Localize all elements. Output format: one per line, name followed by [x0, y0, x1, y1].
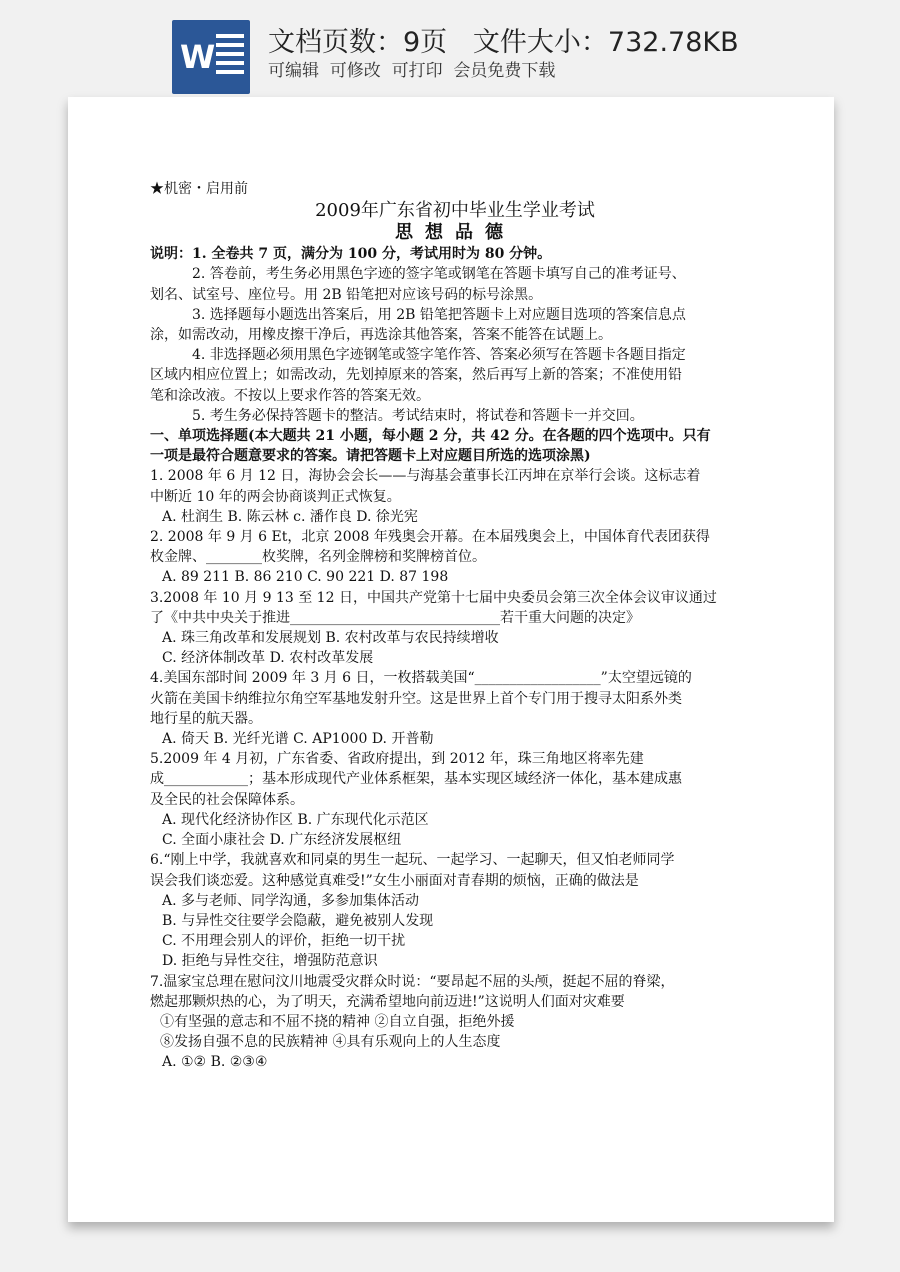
- secret-label: ★机密・启用前: [150, 181, 248, 197]
- question-options: C. 经济体制改革 D. 农村改革发展: [162, 650, 374, 667]
- question-options: A. 杜润生 B. 陈云林 c. 潘作良 D. 徐光宪: [162, 508, 418, 525]
- question-text: 6.“刚上中学，我就喜欢和同桌的男生一起玩、一起学习、一起聊天，但又怕老师同学: [150, 852, 675, 869]
- question-options: A. 多与老师、同学沟通，多参加集体活动: [162, 892, 420, 909]
- top-banner: [0, 0, 900, 100]
- question-options: A. 倚天 B. 光纤光谱 C. AP1000 D. 开普勒: [162, 731, 434, 748]
- question-text: 1. 2008 年 6 月 12 日，海协会会长——与海基会董事长江丙坤在京举行会谈。这标志着: [150, 468, 701, 485]
- text-line: 说明：1. 全卷共 7 页，满分为 100 分，考试用时为 80 分钟。: [150, 246, 552, 263]
- question-statements: ⑧发扬自强不息的民族精神 ④具有乐观向上的人生态度: [160, 1034, 501, 1051]
- question-text: 地行星的航天器。: [150, 710, 262, 727]
- question-text: 2. 2008 年 9 月 6 Et，北京 2008 年残奥会开幕。在本届残奥会上，中国体育代表团获得: [150, 529, 710, 546]
- text-line: 5. 考生务必保持答题卡的整洁。考试结束时，将试卷和答题卡一并交回。: [192, 407, 644, 424]
- question-text: 误会我们谈恋爱。这种感觉真难受!”女生小丽面对青春期的烦恼，正确的做法是: [150, 872, 639, 889]
- question-text: 5.2009 年 4 月初，广东省委、省政府提出，到 2012 年，珠三角地区将率先建: [150, 751, 644, 768]
- exam-subject: 思想品德: [395, 222, 515, 244]
- question-text: 中断近 10 年的两会协商谈判正式恢复。: [150, 488, 401, 505]
- text-line: 3. 选择题每小题选出答案后，用 2B 铅笔把答题卡上对应题目选项的答案信息点: [192, 306, 686, 323]
- question-text: 4.美国东部时间 2009 年 3 月 6 日，一枚搭载美国“__________________”太空望远镜的: [150, 670, 692, 687]
- question-text: 了《中共中央关于推进______________________________若干重大问题的决定》: [150, 609, 640, 626]
- text-line: 2. 答卷前，考生务必用黑色字迹的签字笔或钢笔在答题卡填写自己的准考证号、: [192, 266, 686, 283]
- question-text: 及全民的社会保障体系。: [150, 791, 304, 808]
- question-options: A. 珠三角改革和发展规划 B. 农村改革与农民持续增收: [162, 630, 499, 647]
- question-text: 枚金牌、________枚奖牌，名列金牌榜和奖牌榜首位。: [150, 549, 486, 566]
- question-options: A. 现代化经济协作区 B. 广东现代化示范区: [162, 811, 429, 828]
- document-content: [150, 179, 760, 1073]
- section-heading: 一、单项选择题(本大题共 21 小题，每小题 2 分，共 42 分。在各题的四个选项中。只有: [150, 428, 711, 445]
- file-info-line: 文档页数：9页 文件大小：732.78KB: [268, 27, 739, 58]
- question-text: 7.温家宝总理在慰问汶川地震受灾群众时说：“要昂起不屈的头颅，挺起不屈的脊梁，: [150, 973, 675, 990]
- question-text: 火箭在美国卡纳维拉尔角空军基地发射升空。这是世界上首个专门用于搜寻太阳系外类: [150, 690, 682, 707]
- question-text: 成____________；基本形成现代产业体系框架，基本实现区域经济一体化，基本建成惠: [150, 771, 682, 788]
- question-options: B. 与异性交往要学会隐蔽，避免被别人发现: [162, 912, 434, 929]
- question-text: 3.2008 年 10 月 9 13 至 12 日，中国共产党第十七届中央委员会第三次全体会议审议通过: [150, 589, 717, 606]
- text-line: 区域内相应位置上；如需改动，先划掉原来的答案，然后再写上新的答案；不准使用铅: [150, 367, 682, 384]
- question-statements: ①有坚强的意志和不屈不挠的精神 ②自立自强，拒绝外援: [160, 1013, 515, 1030]
- question-options: C. 不用理会别人的评价，拒绝一切干扰: [162, 933, 406, 950]
- question-options: D. 拒绝与异性交往，增强防范意识: [162, 953, 378, 970]
- section-heading: 一项是最符合题意要求的答案。请把答题卡上对应题目所选的选项涂黑): [150, 448, 591, 465]
- question-options: C. 全面小康社会 D. 广东经济发展枢纽: [162, 832, 402, 849]
- text-line: 笔和涂改液。不按以上要求作答的答案无效。: [150, 387, 430, 404]
- text-line: 划名、试室号、座位号。用 2B 铅笔把对应该号码的标号涂黑。: [150, 286, 543, 303]
- document-page: [68, 97, 834, 1222]
- question-options: A. 89 211 B. 86 210 C. 90 221 D. 87 198: [162, 569, 449, 586]
- question-options: A. ①② B. ②③④: [162, 1054, 268, 1071]
- text-line: 涂，如需改动，用橡皮擦干净后，再选涂其他答案，答案不能答在试题上。: [150, 327, 612, 344]
- text-line: 4. 非选择题必须用黑色字迹钢笔或签字笔作答、答案必须写在答题卡各题目指定: [192, 347, 686, 364]
- exam-title: 2009年广东省初中毕业生学业考试: [315, 200, 595, 222]
- question-text: 燃起那颗炽热的心，为了明天，充满希望地向前迈进!”这说明人们面对灾难要: [150, 993, 625, 1010]
- features-line: 可编辑 可修改 可打印 会员免费下载: [268, 61, 556, 81]
- word-document-icon: W: [172, 20, 250, 94]
